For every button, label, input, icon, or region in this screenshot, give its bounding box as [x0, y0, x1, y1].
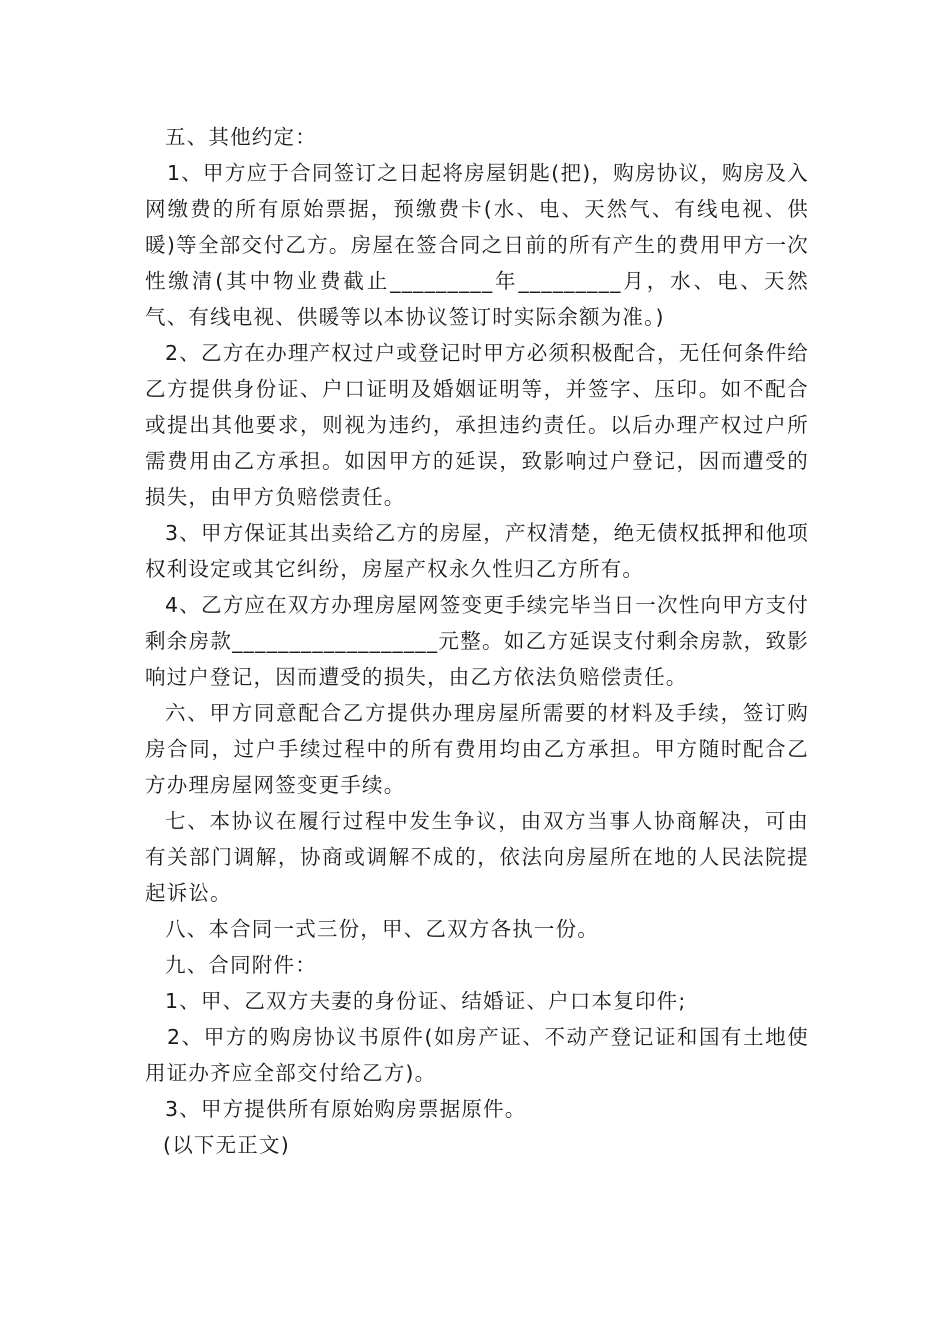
attachment-3: 3、甲方提供所有原始购房票据原件。 — [165, 1097, 527, 1121]
attachment-1: 1、甲、乙双方夫妻的身份证、结婚证、户口本复印件; — [165, 989, 687, 1013]
attachment-2: 2、甲方的购房协议书原件(如房产证、不动产登记证和国有土地使用证办齐应全部交付给乙方)。 — [145, 1025, 809, 1085]
section-six: 六、甲方同意配合乙方提供办理房屋所需要的材料及手续，签订购房合同，过户手续过程中的所有费用均由乙方承担。甲方随时配合乙方办理房屋网签变更手续。 — [145, 701, 809, 797]
clause-4-payment: 4、乙方应在双方办理房屋网签变更手续完毕当日一次性向甲方支付剩余房款__________________元整。如乙方延误支付剩余房款，致影响过户登记，因而遭受的损失，由乙方依法负赔偿责任。 — [145, 593, 809, 689]
clause-3-warranty: 3、甲方保证其出卖给乙方的房屋，产权清楚，绝无债权抵押和他项权利设定或其它纠纷，房屋产权永久性归乙方所有。 — [145, 521, 809, 581]
end-of-text-note: (以下无正文) — [163, 1133, 290, 1157]
section-eight: 八、本合同一式三份，甲、乙双方各执一份。 — [165, 917, 599, 941]
section-nine-heading: 九、合同附件： — [165, 953, 317, 977]
section-seven: 七、本协议在履行过程中发生争议，由双方当事人协商解决，可由有关部门调解，协商或调解不成的，依法向房屋所在地的人民法院提起诉讼。 — [145, 809, 809, 905]
section-heading-other-terms: 五、其他约定： — [165, 125, 317, 149]
clause-1-handover: 1、甲方应于合同签订之日起将房屋钥匙(把)，购房协议，购房及入网缴费的所有原始票据，预缴费卡(水、电、天然气、有线电视、供暖)等全部交付乙方。房屋在签合同之日前的所有产生的费用甲方一次性缴清(其中物业费截止_________年_________月，水、电、天然气、有线电视、供暖等以本协议签订时实际余额为准。) — [145, 161, 809, 329]
clause-2-transfer: 2、乙方在办理产权过户或登记时甲方必须积极配合，无任何条件给乙方提供身份证、户口证明及婚姻证明等，并签字、压印。如不配合或提出其他要求，则视为违约，承担违约责任。以后办理产权过户所需费用由乙方承担。如因甲方的延误，致影响过户登记，因而遭受的损失，由甲方负赔偿责任。 — [145, 341, 809, 509]
document-body — [145, 119, 809, 1163]
